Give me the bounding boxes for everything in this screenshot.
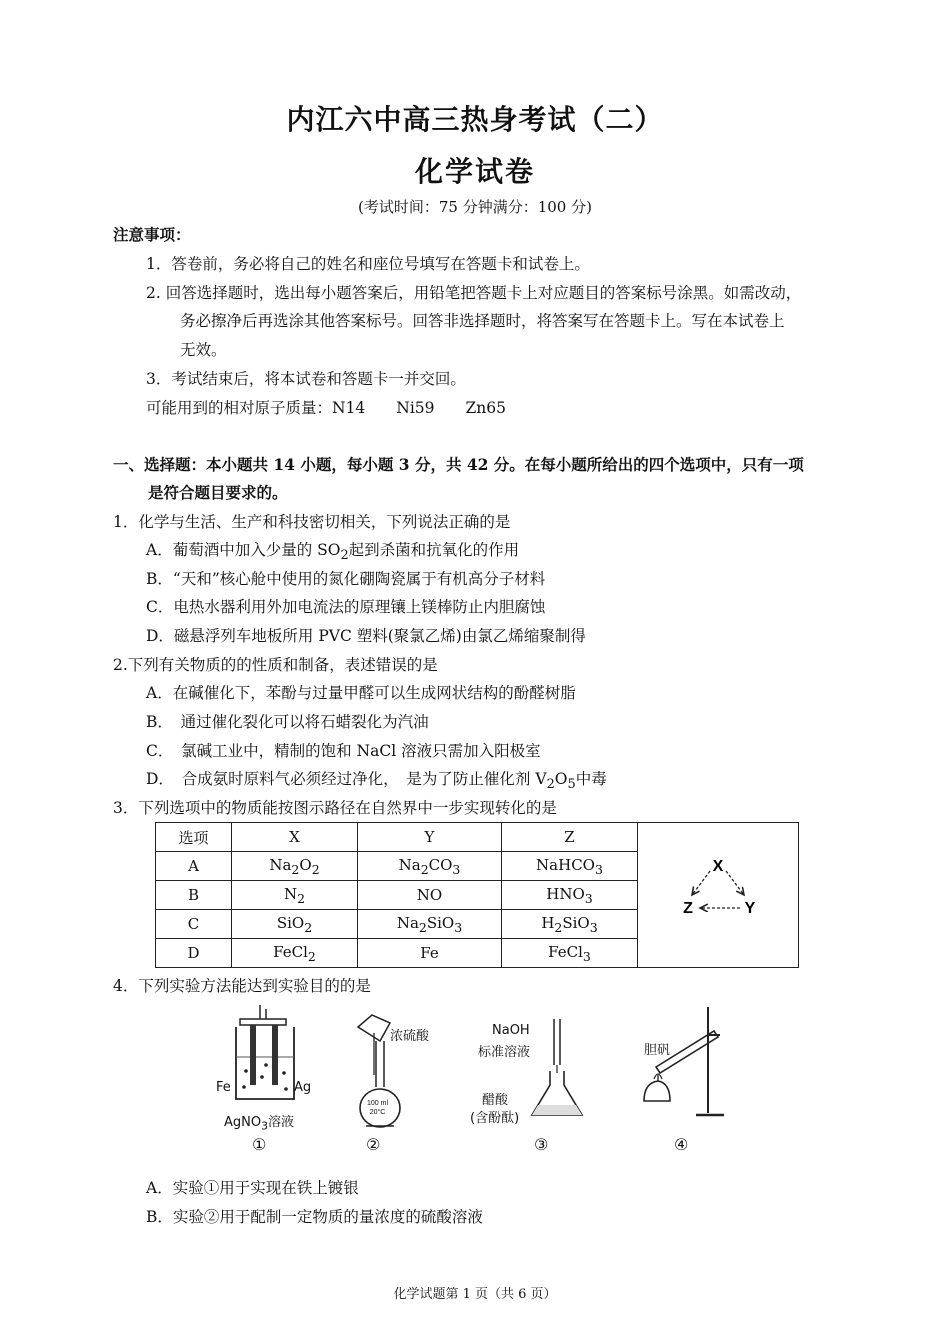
node-y: Y bbox=[744, 900, 756, 917]
header-cell: Z bbox=[502, 823, 638, 852]
q3-diagram-cell bbox=[638, 823, 799, 968]
header-cell: Y bbox=[358, 823, 502, 852]
z-cell: $H_2SiO_3$ bbox=[502, 910, 638, 939]
figure-1-electroplating bbox=[210, 1005, 320, 1155]
z-cell: $HNO_3$ bbox=[502, 881, 638, 910]
y-cell: Fe bbox=[358, 939, 502, 968]
notice-item-2-line-3: 无效。 bbox=[180, 341, 227, 359]
copper-sulfate-label: 胆矾 bbox=[644, 1043, 671, 1058]
x-cell: $Na_2O_2$ bbox=[232, 852, 358, 881]
naoh-label: NaOH bbox=[492, 1023, 530, 1038]
option-cell: A bbox=[156, 852, 232, 881]
x-cell: $N_2$ bbox=[232, 881, 358, 910]
q4-stem: 4．下列实验方法能达到实验目的的是 bbox=[113, 977, 371, 995]
solution-label: AgNO$_3$溶液 bbox=[224, 1115, 295, 1133]
beaker-icon bbox=[210, 1005, 320, 1115]
q2-option-b: B． 通过催化裂化可以将石蜡裂化为汽油 bbox=[146, 713, 429, 731]
figure-1-number: ① bbox=[252, 1135, 267, 1154]
figure-2-number: ② bbox=[366, 1135, 381, 1154]
fe-electrode-label: Fe bbox=[216, 1080, 231, 1095]
standard-solution-label: 标准溶液 bbox=[478, 1045, 531, 1060]
option-cell: D bbox=[156, 939, 232, 968]
burette-flask-icon bbox=[520, 1005, 590, 1125]
section-1-heading-line-1: 一、选择题：本小题共 14 小题，每小题 3 分，共 42 分。在每小题所给出的四个选项中，只有一项 bbox=[113, 455, 804, 474]
z-cell: FeCl$_3$ bbox=[502, 939, 638, 968]
notice-heading: 注意事项： bbox=[113, 225, 191, 244]
figure-4-heating bbox=[630, 1005, 730, 1155]
atomic-mass-info: 可能用到的相对原子质量：N14 Ni59 Zn65 bbox=[146, 399, 507, 417]
q3-stem: 3．下列选项中的物质能按图示路径在自然界中一步实现转化的是 bbox=[113, 799, 557, 817]
x-cell: SiO$_2$ bbox=[232, 910, 358, 939]
page-footer: 化学试题第 1 页（共 6 页） bbox=[393, 1287, 557, 1302]
x-cell: FeCl$_2$ bbox=[232, 939, 358, 968]
arrow-x-to-z bbox=[692, 871, 710, 895]
figure-2-volumetric-flask bbox=[350, 1005, 450, 1155]
q2-option-c: C． 氯碱工业中，精制的饱和 NaCl 溶液只需加入阳极室 bbox=[146, 742, 541, 760]
figure-3-number: ③ bbox=[534, 1135, 549, 1154]
triangle-conversion-diagram bbox=[638, 823, 798, 963]
q4-option-a: A．实验①用于实现在铁上镀银 bbox=[146, 1179, 359, 1197]
header-cell: 选项 bbox=[156, 823, 232, 852]
option-cell: B bbox=[156, 881, 232, 910]
notice-item-2-line-2: 务必擦净后再选涂其他答案标号。回答非选择题时，将答案写在答题卡上。写在本试卷上 bbox=[180, 312, 785, 330]
y-cell: $Na_2CO_3$ bbox=[358, 852, 502, 881]
section-1-heading-line-2: 是符合题目要求的。 bbox=[148, 483, 288, 502]
q1-option-c: C．电热水器利用外加电流法的原理镶上镁棒防止内胆腐蚀 bbox=[146, 598, 546, 616]
q4-option-b: B．实验②用于配制一定物质的量浓度的硫酸溶液 bbox=[146, 1208, 483, 1226]
q1-option-a: A．葡萄酒中加入少量的 $SO_2$起到杀菌和抗氧化的作用 bbox=[146, 541, 520, 564]
node-z: Z bbox=[683, 900, 693, 917]
q1-stem: 1．化学与生活、生产和科技密切相关，下列说法正确的是 bbox=[113, 513, 511, 531]
q1-option-d: D．磁悬浮列车地板所用 PVC 塑料(聚氯乙烯)由氯乙烯缩聚制得 bbox=[146, 627, 586, 645]
table-header-row bbox=[156, 823, 799, 852]
notice-item-3: 3．考试结束后，将本试卷和答题卡一并交回。 bbox=[146, 370, 466, 388]
q3-table bbox=[155, 822, 799, 968]
figure-4-number: ④ bbox=[674, 1135, 689, 1154]
q2-option-d: D． 合成氨时原料气必须经过净化， 是为了防止催化剂 $V_2O_5$中毒 bbox=[146, 770, 607, 793]
q1-option-b: B．“天和”核心舱中使用的氮化硼陶瓷属于有机高分子材料 bbox=[146, 570, 546, 588]
acetic-acid-label: 醋酸 bbox=[482, 1093, 509, 1108]
node-x: X bbox=[712, 858, 724, 875]
exam-time-info: (考试时间：75 分钟满分：100 分) bbox=[358, 198, 592, 216]
q2-option-a: A．在碱催化下，苯酚与过量甲醛可以生成网状结构的酚醛树脂 bbox=[146, 684, 576, 702]
figure-3-titration bbox=[470, 1005, 600, 1155]
y-cell: NO bbox=[358, 881, 502, 910]
notice-item-1: 1．答卷前，务必将自己的姓名和座位号填写在答题卡和试卷上。 bbox=[146, 255, 590, 273]
q2-stem: 2.下列有关物质的的性质和制备，表述错误的是 bbox=[113, 656, 438, 674]
exam-subtitle: 化学试卷 bbox=[414, 155, 535, 188]
phenolphthalein-label: (含酚酞) bbox=[470, 1111, 520, 1126]
exam-title: 内江六中高三热身考试（二） bbox=[286, 103, 664, 136]
flask-volume-label: 100 ml 20°C bbox=[367, 1100, 389, 1116]
option-cell: C bbox=[156, 910, 232, 939]
notice-item-2-line-1: 2. 回答选择题时，选出每小题答案后，用铅笔把答题卡上对应题目的答案标号涂黑。如需改动， bbox=[146, 284, 802, 302]
ag-electrode-label: Ag bbox=[294, 1080, 312, 1095]
arrow-x-to-y bbox=[726, 871, 744, 895]
acid-label: 浓硫酸 bbox=[390, 1029, 430, 1044]
stand-burner-icon bbox=[630, 1005, 730, 1130]
header-cell: X bbox=[232, 823, 358, 852]
z-cell: NaHCO$_3$ bbox=[502, 852, 638, 881]
y-cell: $Na_2SiO_3$ bbox=[358, 910, 502, 939]
